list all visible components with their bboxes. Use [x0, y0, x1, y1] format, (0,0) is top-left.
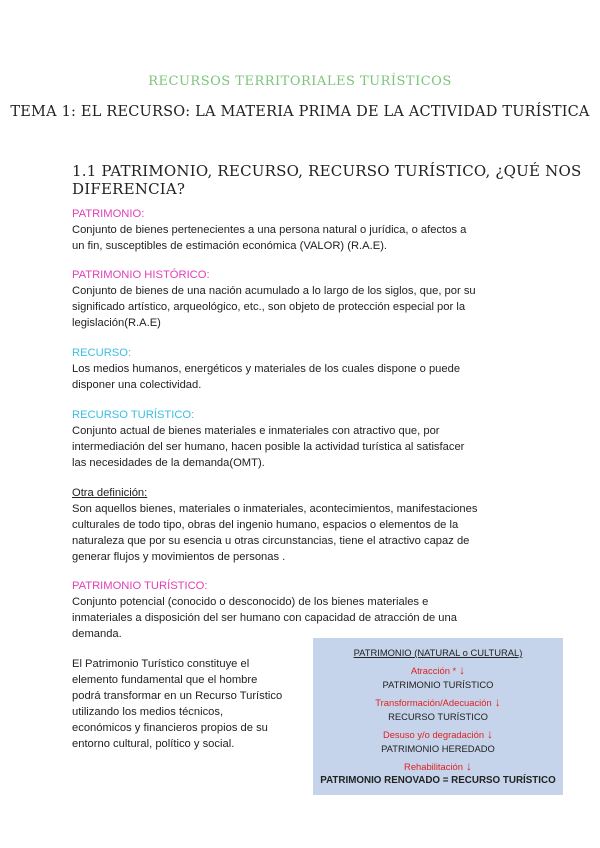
diagram-step-atraccion [313, 663, 563, 677]
closing-paragraph [72, 656, 307, 752]
definition-line: demanda. [72, 628, 122, 640]
definition-line: disponer una colectividad. [72, 379, 202, 391]
diagram-heading: PATRIMONIO (NATURAL o CULTURAL) [353, 647, 523, 658]
closing-line: económicos y financieros propios de su [72, 722, 268, 734]
definition-label: RECURSO TURÍSTICO: [72, 409, 195, 421]
definition-line: intermediación del ser humano, hacen posible la actividad turística al satisfacer [72, 441, 465, 453]
definition-label: PATRIMONIO HISTÓRICO: [72, 269, 210, 281]
diagram-state-patrimonio-turistico: PATRIMONIO TURÍSTICO [382, 679, 494, 690]
definition-line: culturales de todo tipo, obras del ingenio humano, espacios o elementos de la [72, 519, 459, 531]
diagram-step-rehabilitacion [313, 759, 563, 773]
down-arrow-icon: ↓ [487, 727, 494, 741]
closing-line: podrá transformar en un Recurso Turístico [72, 690, 283, 702]
course-title: RECURSOS TERRITORIALES TURÍSTICOS [148, 74, 452, 89]
definition-label: PATRIMONIO: [72, 208, 145, 220]
definition-label: Otra definición: [72, 487, 148, 499]
definition-line: generar flujos y movimientos de personas . [72, 551, 286, 563]
diagram-state-recurso-turistico: RECURSO TURÍSTICO [388, 711, 488, 722]
definition-line: un fin, susceptibles de estimación económica (VALOR) (R.A.E). [72, 240, 388, 252]
diagram-final-state: PATRIMONIO RENOVADO = RECURSO TURÍSTICO [320, 775, 556, 786]
definition-line: Conjunto actual de bienes materiales e inmateriales con atractivo que, por [72, 425, 440, 437]
diagram-step-transformacion [313, 695, 563, 709]
diagram-step-label: Rehabilitación [404, 761, 463, 772]
closing-line: entorno cultural, político y social. [72, 738, 235, 750]
down-arrow-icon: ↓ [459, 663, 466, 677]
closing-line: elemento fundamental que el hombre [72, 674, 258, 686]
definition-patrimonio-turistico [72, 578, 527, 642]
definition-line: Conjunto de bienes de una nación acumulado a lo largo de los siglos, que, por su [72, 285, 476, 297]
definition-line: significado artístico, arqueológico, etc., son objeto de protección especial por la [72, 301, 466, 313]
topic-title: TEMA 1: EL RECURSO: LA MATERIA PRIMA DE LA ACTIVIDAD TURÍSTICA [10, 104, 590, 120]
definition-label: PATRIMONIO TURÍSTICO: [72, 580, 208, 592]
diagram-step-label: Atracción * [410, 665, 457, 676]
definition-line: legislación(R.A.E) [72, 317, 161, 329]
patrimonio-flow-diagram [313, 638, 563, 795]
definition-line: Los medios humanos, energéticos y materiales de los cuales dispone o puede [72, 363, 461, 375]
definition-line: Son aquellos bienes, materiales o inmateriales, acontecimientos, manifestaciones [72, 503, 478, 515]
definition-line: inmateriales a disposición del ser humano con capacidad de atracción de una [72, 612, 457, 624]
definition-line: las necesidades de la demanda(OMT). [72, 457, 265, 469]
down-arrow-icon: ↓ [465, 759, 472, 773]
definition-recurso-turistico [72, 407, 527, 471]
closing-line: utilizando los medios técnicos, [72, 706, 224, 718]
definition-line: Conjunto de bienes pertenecientes a una persona natural o jurídica, o afectos a [72, 224, 467, 236]
definition-otra [72, 485, 527, 565]
down-arrow-icon: ↓ [494, 695, 501, 709]
definition-patrimonio-historico [72, 267, 527, 331]
diagram-step-label: Desuso y/o degradación [382, 729, 485, 740]
diagram-step-label: Transformación/Adecuación [375, 697, 492, 708]
definition-line: naturaleza que por su esencia u otras circunstancias, tiene el atractivo capaz de [72, 535, 470, 547]
closing-line: El Patrimonio Turístico constituye el [72, 658, 250, 670]
definition-recurso [72, 345, 527, 393]
diagram-step-desuso [313, 727, 563, 741]
definition-patrimonio [72, 206, 527, 254]
definition-label: RECURSO: [72, 347, 132, 359]
definition-line: Conjunto potencial (conocido o desconocido) de los bienes materiales e [72, 596, 429, 608]
section-title: 1.1 PATRIMONIO, RECURSO, RECURSO TURÍSTICO, ¿QUÉ NOS DIFERENCIA? [72, 162, 582, 198]
diagram-state-patrimonio-heredado: PATRIMONIO HEREDADO [381, 743, 495, 754]
